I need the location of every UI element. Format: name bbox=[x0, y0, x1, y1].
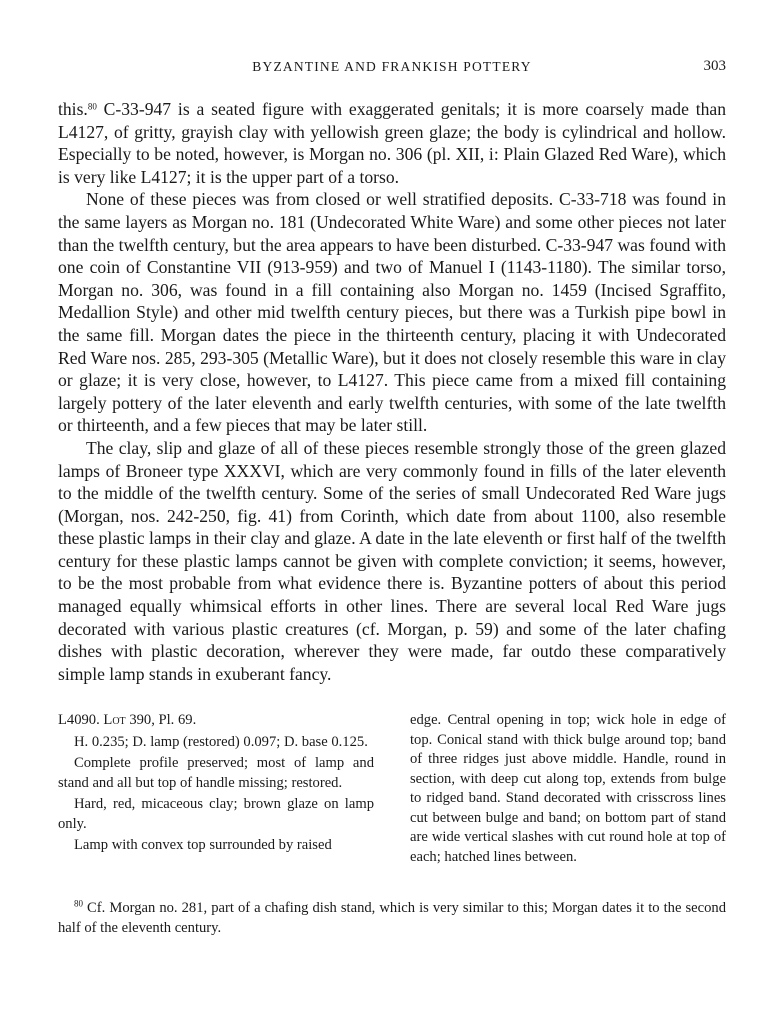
catalog-entry-heading bbox=[58, 711, 374, 731]
catalog-dimensions: H. 0.235; D. lamp (restored) 0.097; D. base 0.125. bbox=[74, 733, 368, 750]
catalog-fabric: Hard, red, micaceous clay; brown glaze on lamp only. bbox=[58, 796, 374, 832]
footnote-number: 80 bbox=[74, 899, 83, 910]
footnote-ref-80: 80 bbox=[87, 101, 97, 112]
paragraph-1-start: this. bbox=[58, 99, 88, 119]
body-text bbox=[58, 98, 726, 685]
footnote-text: Cf. Morgan no. 281, part of a chafing dish stand, which is very similar to this; Morgan dates it to the second half of the eleventh century. bbox=[58, 900, 726, 936]
page-number: 303 bbox=[703, 58, 726, 74]
catalog-preservation: Complete profile preserved; most of lamp and stand and all but top of handle missing; restored. bbox=[58, 755, 374, 791]
catalog-column-right bbox=[410, 711, 726, 869]
page bbox=[58, 56, 726, 938]
catalog-entry bbox=[58, 711, 726, 869]
catalog-entry-id: L4090. bbox=[58, 712, 100, 729]
paragraph-1-rest: C-33-947 is a seated figure with exaggerated genitals; it is more coarsely made than L4127, of gritty, grayish clay with yellowish green glaze; the body is cylindrical and hollow. Especially to be noted, however, is Morgan no. 306 (pl. XII, i: Plain Glazed Red Ware), which is very like L4127; it is the upper part of a torso. bbox=[58, 99, 726, 187]
catalog-description-continued: edge. Central opening in top; wick hole in edge of top. Conical stand with thick bulge around top; band of three ridges just above middle. Handle, round in section, with deep cut along top, extends from bulge to ridged band. Stand decorated with crisscross lines cut between bulge and band; on bottom part of stand are wide vertical slashes with cut round hole at top of each; hatched lines between. bbox=[410, 712, 726, 865]
paragraph-2: None of these pieces was from closed or well stratified deposits. C-33-718 was found in the same layers as Morgan no. 181 (Undecorated White Ware) and some other pieces not later than the twelfth century, but the area appears to have been disturbed. C-33-947 was found with one coin of Constantine VII (913-959) and two of Manuel I (1143-1180). The similar torso, Morgan no. 306, was found in a fill containing also Morgan no. 1459 (Incised Sgraffito, Medallion Style) and other mid twelfth century pieces, but there was a Turkish pipe bowl in the same fill. Morgan dates the piece in the thirteenth century, placing it with Undecorated Red Ware nos. 285, 293-305 (Metallic Ware), but it does not closely resemble this ware in clay or glaze; it is very close, however, to L4127. This piece came from a mixed fill containing largely pottery of the later eleventh and early twelfth centuries, with some of the late twelfth or thirteenth, and a few pieces that may be later still. bbox=[58, 189, 726, 436]
catalog-lot-label: Lot bbox=[103, 712, 126, 729]
footnote-80 bbox=[58, 899, 726, 938]
paragraph-1 bbox=[58, 98, 726, 188]
catalog-lot-plate: 390, Pl. 69. bbox=[125, 712, 197, 729]
catalog-description-start: Lamp with convex top surrounded by raised bbox=[74, 837, 332, 854]
running-title: BYZANTINE AND FRANKISH POTTERY bbox=[252, 59, 532, 74]
paragraph-3: The clay, slip and glaze of all of these pieces resemble strongly those of the green glazed lamps of Broneer type XXXVI, which are very commonly found in fills of the later eleventh to the middle of the twelfth century. Some of the series of small Undecorated Red Ware jugs (Morgan, nos. 242-250, fig. 41) from Corinth, which date from about 1100, also resemble these plastic lamps in their clay and glaze. A date in the late eleventh or first half of the twelfth century for these plastic lamps cannot be given with complete conviction; it seems, however, to be the most probable from what evidence there is. Byzantine potters of about this period managed equally whimsical efforts in other lines. There are several local Red Ware jugs decorated with various plastic creatures (cf. Morgan, p. 59) and some of the later chafing dishes with plastic decoration, wherever they were made, far outdo these comparatively simple lamp stands in exuberant fancy. bbox=[58, 437, 726, 684]
running-head bbox=[58, 56, 726, 80]
catalog-column-left bbox=[58, 711, 374, 869]
